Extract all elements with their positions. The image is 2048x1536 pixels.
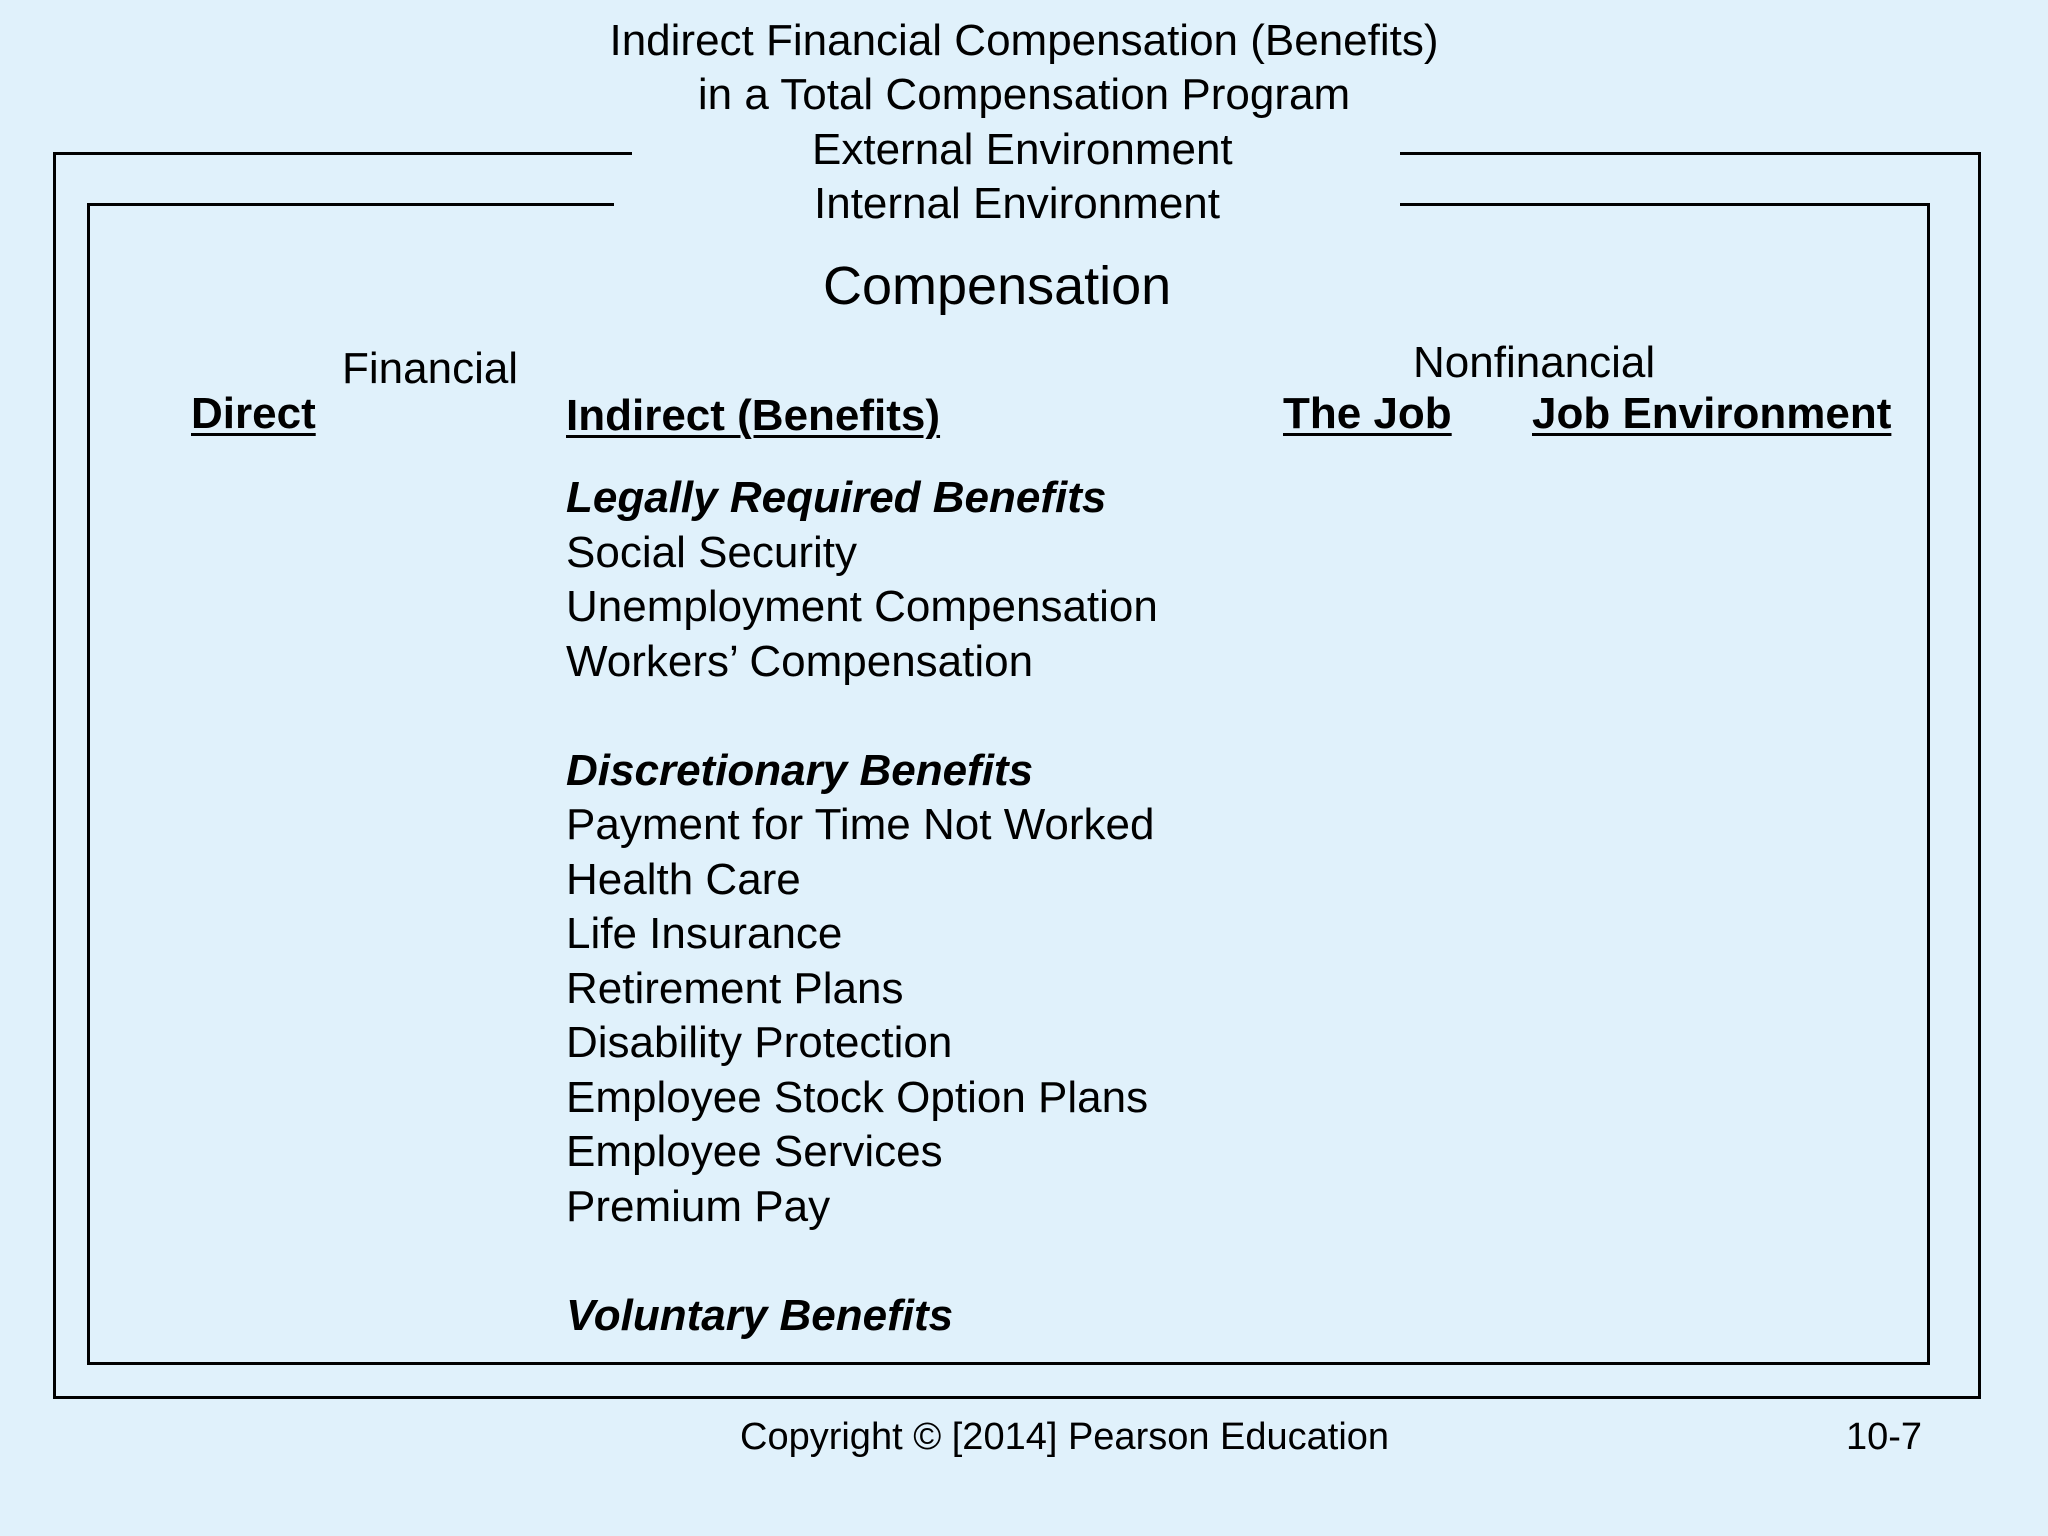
internal-environment-label: Internal Environment	[814, 179, 1220, 228]
list-item: Payment for Time Not Worked	[566, 800, 1155, 849]
list-item: Health Care	[566, 854, 801, 904]
direct-column-heading: Direct	[191, 389, 316, 438]
diagram-title-line-1: Indirect Financial Compensation (Benefits)	[609, 16, 1439, 65]
list-item: Unemployment Compensation	[566, 582, 1158, 631]
list-item: Retirement Plans	[566, 963, 904, 1013]
legally-required-benefits-heading: Legally Required Benefits	[566, 473, 1107, 522]
list-spacer	[566, 689, 1158, 744]
list-item: Disability Protection	[566, 1018, 953, 1067]
financial-label: Financial	[342, 344, 519, 393]
copyright-notice: Copyright © [2014] Pearson Education	[740, 1416, 1390, 1458]
list-spacer	[566, 1234, 1158, 1289]
indirect-benefits-column-heading: Indirect (Benefits)	[566, 391, 941, 440]
compensation-heading: Compensation	[823, 256, 1172, 316]
list-item: Life Insurance	[566, 909, 843, 958]
voluntary-benefits-heading: Voluntary Benefits	[566, 1290, 954, 1340]
discretionary-benefits-heading: Discretionary Benefits	[566, 745, 1034, 795]
nonfinancial-label: Nonfinancial	[1413, 338, 1656, 387]
diagram-title-line-2: in a Total Compensation Program	[697, 70, 1351, 119]
list-item: Workers’ Compensation	[566, 636, 1034, 686]
external-environment-label: External Environment	[812, 125, 1233, 174]
list-item: Social Security	[566, 527, 858, 577]
job-environment-column-heading: Job Environment	[1532, 389, 1892, 438]
list-item: Employee Services	[566, 1127, 943, 1176]
list-item: Employee Stock Option Plans	[566, 1072, 1149, 1122]
slide-number: 10-7	[1846, 1416, 1923, 1458]
the-job-column-heading: The Job	[1283, 389, 1452, 438]
benefits-list	[566, 471, 1158, 1343]
list-item: Premium Pay	[566, 1181, 831, 1231]
